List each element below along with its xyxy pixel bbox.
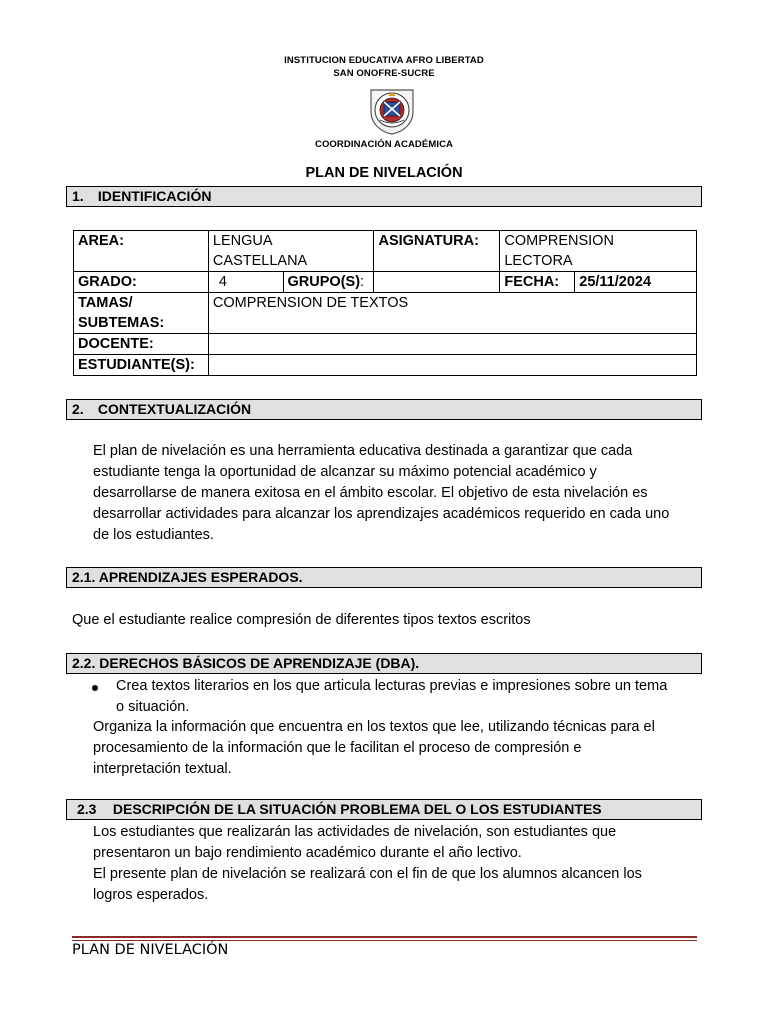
table-row xyxy=(74,231,697,272)
dba-text xyxy=(93,717,655,780)
docente-value xyxy=(208,334,696,355)
temas-label xyxy=(74,293,209,334)
grupo-label: GRUPO(S) xyxy=(287,274,361,290)
section-title: IDENTIFICACIÓN xyxy=(97,188,212,204)
asignatura-label: ASIGNATURA: xyxy=(374,231,500,272)
school-seal-icon xyxy=(367,86,417,136)
table-row xyxy=(74,293,697,334)
table-row xyxy=(74,355,697,376)
bullet-icon xyxy=(92,685,98,691)
section-title: CONTEXTUALIZACIÓN xyxy=(97,401,252,417)
text-line: de los estudiantes. xyxy=(93,527,214,543)
section-aprendizajes xyxy=(66,567,702,588)
grado-label: GRADO: xyxy=(74,272,209,293)
fecha-value: 25/11/2024 xyxy=(575,272,697,293)
text-line: logros esperados. xyxy=(93,887,209,903)
coordination-label: COORDINACIÓN ACADÉMICA xyxy=(314,139,453,150)
institution-location: SAN ONOFRE-SUCRE xyxy=(333,68,435,79)
dba-bullet-item xyxy=(116,676,667,718)
area-value xyxy=(208,231,374,272)
identification-table xyxy=(73,230,697,376)
temas-label-line: TAMAS/ xyxy=(78,295,133,311)
aprendizajes-text: Que el estudiante realice compresión de diferentes tipos textos escritos xyxy=(72,612,531,628)
text-line: Los estudiantes que realizarán las actividades de nivelación, son estudiantes que xyxy=(93,824,617,840)
fecha-label: FECHA: xyxy=(500,272,575,293)
section-number: 2. xyxy=(72,401,84,417)
institution-name: INSTITUCION EDUCATIVA AFRO LIBERTAD xyxy=(284,55,484,66)
section-title: 2.2. DERECHOS BÁSICOS DE APRENDIZAJE (DBA). xyxy=(72,655,420,671)
asignatura-value-line: LECTORA xyxy=(504,253,573,269)
text-line: Crea textos literarios en los que articula lecturas previas e impresiones sobre un tema xyxy=(116,678,668,694)
text-line: estudiante tenga la oportunidad de alcanzar su máximo potencial académico y xyxy=(93,464,597,480)
asignatura-value-line: COMPRENSION xyxy=(504,233,614,249)
estudiantes-value xyxy=(208,355,696,376)
section-number: 1. xyxy=(72,188,84,204)
text-line: interpretación textual. xyxy=(93,761,232,777)
section-contextualizacion xyxy=(66,399,702,420)
grupo-label-cell xyxy=(283,272,374,293)
text-line: desarrollarse de manera exitosa en el ámbito escolar. El objetivo de esta nivelación es xyxy=(93,485,648,501)
footer-rule xyxy=(72,940,697,941)
estudiantes-label: ESTUDIANTE(S): xyxy=(74,355,209,376)
area-value-line: CASTELLANA xyxy=(212,253,308,269)
text-line: Organiza la información que encuentra en los textos que lee, utilizando técnicas para el xyxy=(93,719,655,735)
grupo-value xyxy=(374,272,500,293)
text-line: El plan de nivelación es una herramienta educativa destinada a garantizar que cada xyxy=(93,443,633,459)
section-dba xyxy=(66,653,702,674)
section-identificacion xyxy=(66,186,702,207)
section-number: 2.3 xyxy=(77,801,97,817)
docente-label: DOCENTE: xyxy=(74,334,209,355)
table-row xyxy=(74,334,697,355)
temas-value: COMPRENSION DE TEXTOS xyxy=(208,293,696,334)
table-row xyxy=(74,272,697,293)
asignatura-value xyxy=(500,231,697,272)
grupo-colon: : xyxy=(360,274,365,290)
section-situacion xyxy=(66,799,702,820)
text-line: El presente plan de nivelación se realizará con el fin de que los alumnos alcancen los xyxy=(93,866,642,882)
footer-text: PLAN DE NIVELACIÓN xyxy=(72,942,229,958)
section-title: DESCRIPCIÓN DE LA SITUACIÓN PROBLEMA DEL O LOS ESTUDIANTES xyxy=(112,801,602,817)
page-title: PLAN DE NIVELACIÓN xyxy=(305,165,463,181)
area-value-line: LENGUA xyxy=(212,233,273,249)
text-line: procesamiento de la información que le facilitan el proceso de compresión e xyxy=(93,740,582,756)
grado-value: 4 xyxy=(208,272,283,293)
temas-label-line: SUBTEMAS: xyxy=(78,315,165,331)
area-label: AREA: xyxy=(74,231,209,272)
section-title: 2.1. APRENDIZAJES ESPERADOS. xyxy=(72,569,303,585)
text-line: desarrollar actividades para alcanzar los aprendizajes académicos requerido en cada uno xyxy=(93,506,670,522)
footer-rule xyxy=(72,936,697,938)
contextualizacion-text xyxy=(93,441,669,546)
text-line: o situación. xyxy=(116,699,190,715)
situacion-text xyxy=(93,822,642,906)
text-line: presentaron un bajo rendimiento académico durante el año lectivo. xyxy=(93,845,522,861)
